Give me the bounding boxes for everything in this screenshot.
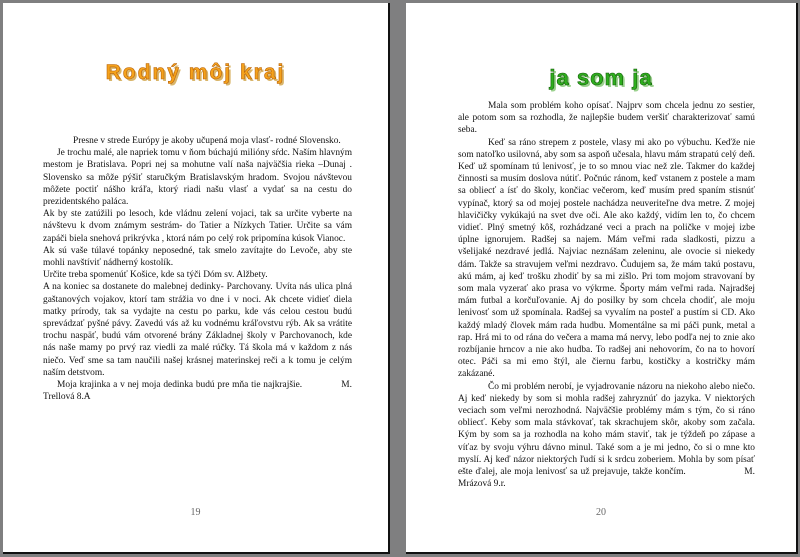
paragraph: Ak by ste zatúžili po lesoch, kde vládnu zelení vojaci, tak sa určite vyberte na návštevu k dvom známym sestrám- do Tatier a Nízkych Tatier. Určite sa vám zapáči biela snehová prikrývka , ktorá nám po celý rok pripomína kúsok Vianoc. [43,209,352,244]
paragraph: Moja krajinka a v nej moja dedinka budú pre mňa tie najkrajšie. M. Trellová 8.A [43,380,355,403]
paragraph: Mala som problém koho opísať. Najprv som chcela jednu zo sestier, ale potom som sa rozhodla, že najlepšie budem veršiť charakterizovať samú seba. [458,101,755,136]
page-title-right: ja som ja [549,65,653,90]
paragraph: Čo mi problém nerobí, je vyjadrovanie názoru na niekoho alebo niečo. Aj keď niekedy by som si mohla radšej zahryznúť do jazyka. V niektorých veciach som veľmi nerozhodná. Najväčšie problémy mám s tým, čo si ráno obliecť. Keby som mala stávkovať, tak skrachujem skôr, akoby som začala. Kým by som sa ja rozhodla na koho mám staviť, tak je týždeň po zápase a víťaz by svoju výhru dávno minul. Také som a je mi jedno, čo si o mne kto myslí. Aj keď názor niektorých ľudí si k srdcu zoberiem. Mohla by som písať ešte ďalej, ale moja lenivosť sa už prejavuje, takže končím. M. Mrázová 9.r. [458,381,758,490]
page-title-left: Rodný môj kraj [105,61,286,84]
body-text-right [458,100,758,491]
paragraph: Určite treba spomenúť Košice, kde sa týči Dóm sv. Alžbety. [43,270,268,281]
paragraph: Ak sú vaše túlavé topánky neposedné, tak smelo zavítajte do Levoče, aby ste mohli navštíviť nádherný kostolík. [43,245,352,269]
paragraph: Presne v strede Európy je akoby učupená moja vlasť- rodné Slovensko. [73,136,341,146]
page-left [3,3,390,554]
paragraph: A na koniec sa dostanete do malebnej dedinky- Parchovany. Uvíta nás ulica plná gaštanových vojakov, ktorí tam strážia vo dne i v noci. Ak chcete vidieť diela matky prírody, tak sa vydajte na cestu po parku, kde vás celou cestou budú sprevádzať pyšné pávy. Zavedú vás až ku vodnému kráľovstvu rýb. Ak sa vrátite trochu naspäť, budú vám otvorené brány Základnej školy v Parchovanoch, kde nás naše mamy po prvý raz viedli za malé rúčky. Tá škola má v každom z nás niečo. Veď sme sa tam naučili našej krásnej materinskej reči a k tomu je celým naším detstvom. [43,282,352,378]
page-number-left: 19 [190,507,201,518]
paragraph: Keď sa ráno strepem z postele, vlasy mi ako po výbuchu. Keďže nie som natoľko usilovná, aby som sa aspoň učesala, hlavu mám strapatú celý deň. Keď už spomínam tú lenivosť, je to so mnou viac než zle. Takmer do každej činnosti sa musím doslova nútiť. Počnúc ránom, keď vstanem z postele a mam sa obliecť a ísť do školy, končiac večerom, keď musím pred spaním stisnúť vypínač, ktorý sa od mojej postele nachádza neuveriteľne dva metre. Z mojej hlavičičky vykúkajú na svet dve oči. Ale ako každý, vidím len to, čo chcem vidieť. Plný smetný kôš, rozhádzané veci a prach na poličke v mojej izbe úplne ignorujem. Radšej sa najem. Mám veľmi rada sladkosti, pizzu a všelijaké nezdravé jedlá. Najviac neznášam zeleninu, ale ovocie si niekedy dám. Takže sa stravujem veľmi nezdravo. Čudujem sa, že mám takú postavu, akú mám, aj keď trošku zhodiť by sa mi zišlo. Pri tom mojom stravovaní by som mala vyzerať ako prasa vo výkrme. Športy mám veľmi rada. Najradšej mám futbal a korčuľovanie. Aj do posilky by som chcela chodiť, ale moju lenivosť som už spomínala. Radšej sa vyvalím na posteľ a pustím si CD. Ako každý mladý človek mám rada hudbu. Momentálne sa mi páči punk, metal a rap. Hrá mi to od rána do večera a mama má nervy, lebo podľa nej to znie ako rozbíjanie hrncov a nie ako hudba. To radšej ani nehovorím, čo na to hovorí otec. Páči sa mi emo štýl, ale čiernu farbu, kostičky a kostričky mám zakázané. [458,137,755,380]
body-text-left [43,135,355,403]
page-number-right: 20 [596,507,606,518]
page-right [406,3,798,554]
paragraph: Je trochu malé, ale napriek tomu v ňom búchajú milióny sŕdc. Naším hlavným mestom je Bratislava. Popri nej sa mohutne valí naša najväčšia rieka –Dunaj . Slovensko sa môže pýšiť staručkým Bratislavským hradom. Svojou návštevou môžete poctiť nášho kráľa, ktorý riadi našu vlasť a vydať sa na cestu do prezidentského paláca. [43,148,352,208]
